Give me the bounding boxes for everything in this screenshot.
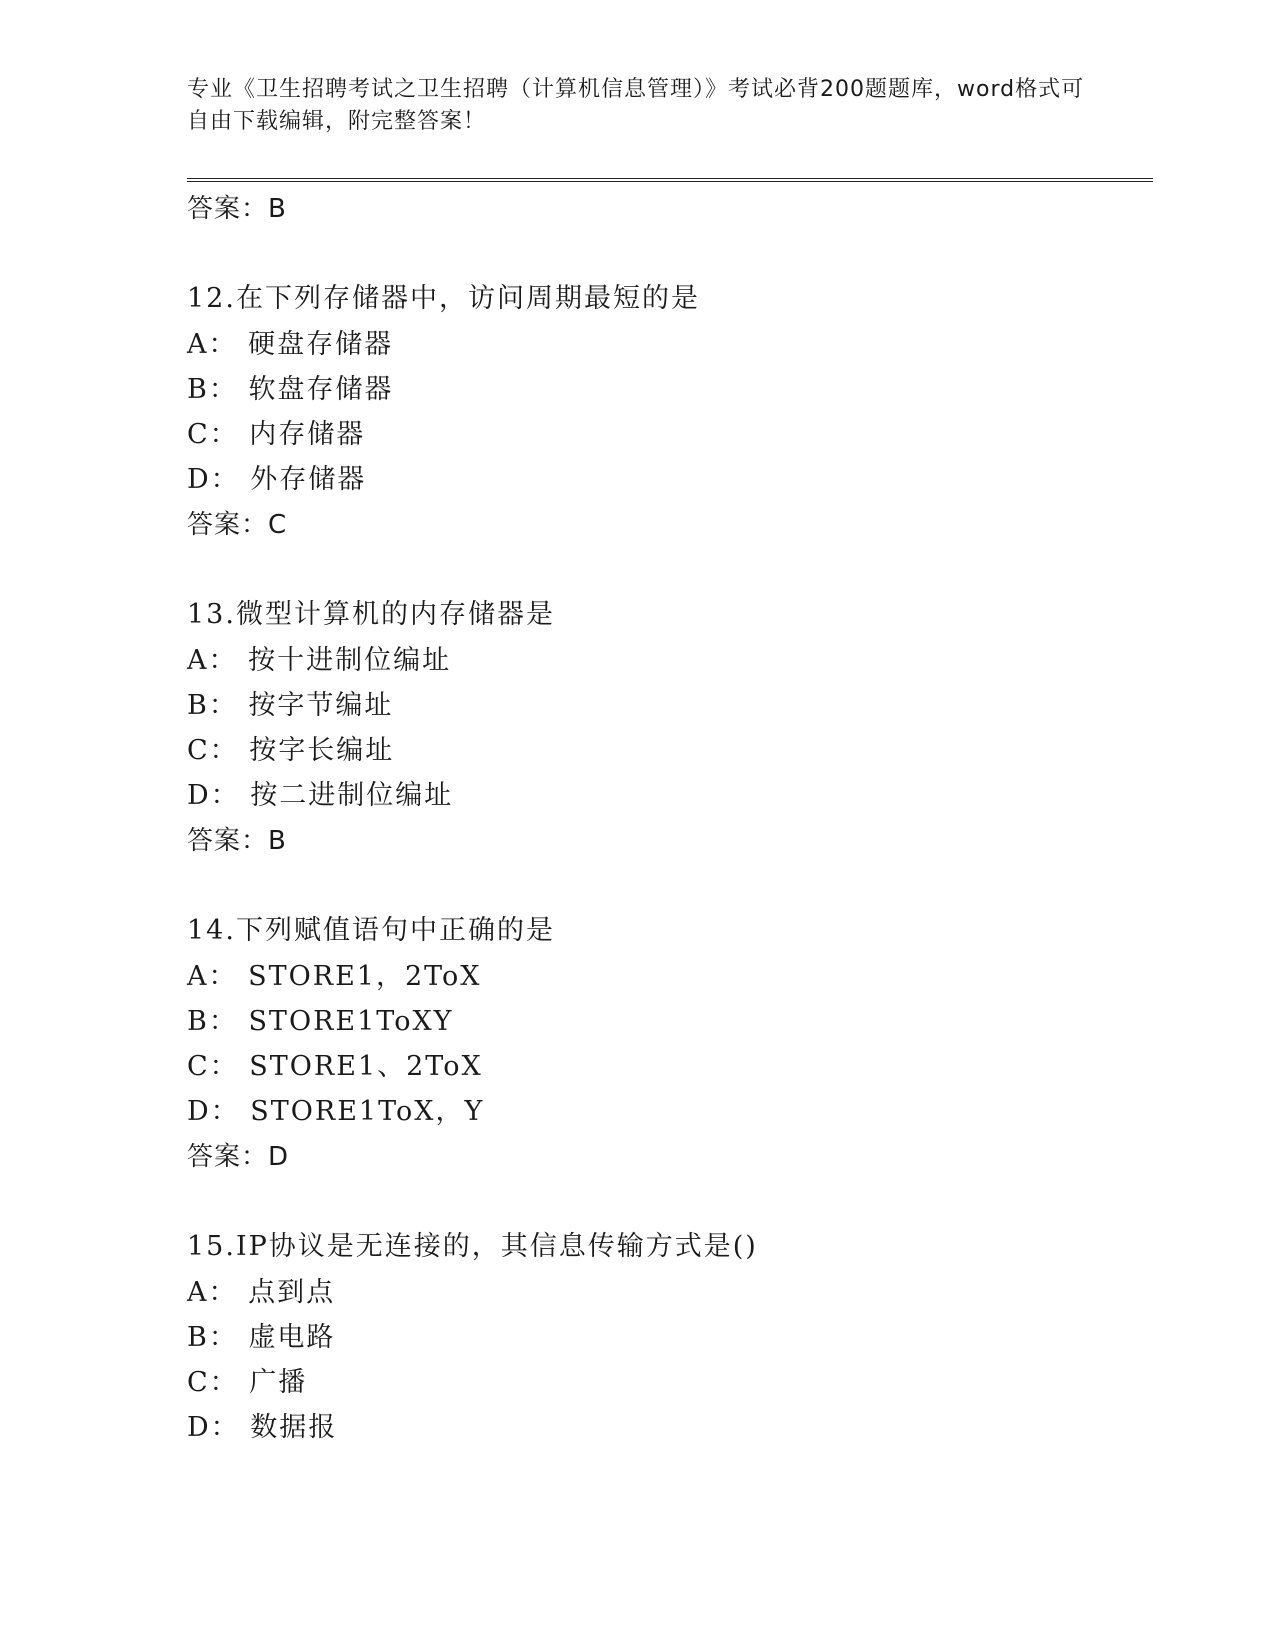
option-text: 内存储器 (249, 419, 366, 450)
option-text: 硬盘存储器 (248, 329, 394, 360)
option-text: 按二进制位编址 (250, 780, 454, 811)
option-a (187, 1277, 1153, 1309)
document-header: 专业《卫生招聘考试之卫生招聘（计算机信息管理）》考试必背200题题库，word格式可自由下载编辑，附完整答案！ (187, 77, 1085, 134)
option-text: 按十进制位编址 (248, 645, 452, 676)
option-label: C： (187, 419, 239, 450)
option-a (187, 645, 1153, 677)
option-text: 软盘存储器 (248, 374, 394, 405)
option-label: B： (187, 1006, 238, 1037)
header-double-rule (187, 178, 1153, 182)
question-stem: 15.IP协议是无连接的，其信息传输方式是() (187, 1231, 758, 1262)
option-text: STORE1ToX，Y (250, 1096, 485, 1127)
question-12 (187, 283, 1153, 541)
answer-line: 答案：D (187, 1142, 290, 1172)
option-text: 按字长编址 (249, 735, 395, 766)
question-stem: 14.下列赋值语句中正确的是 (187, 915, 555, 946)
option-text: STORE1、2ToX (249, 1051, 483, 1082)
option-a (187, 329, 1153, 361)
option-label: C： (187, 1367, 239, 1398)
option-label: D： (187, 464, 240, 495)
option-text: 广播 (249, 1367, 308, 1398)
option-label: D： (187, 780, 240, 811)
answer-line: 答案：B (187, 826, 287, 856)
option-label: D： (187, 1096, 240, 1127)
option-d (187, 1412, 1153, 1444)
option-label: C： (187, 735, 239, 766)
option-text: 虚电路 (248, 1322, 336, 1353)
option-b (187, 1006, 1153, 1038)
document-page (187, 74, 1153, 1457)
option-text: STORE1，2ToX (248, 961, 482, 992)
option-text: 数据报 (250, 1412, 338, 1443)
option-a (187, 961, 1153, 993)
option-d (187, 1096, 1153, 1128)
option-text: 按字节编址 (248, 690, 394, 721)
option-label: B： (187, 374, 238, 405)
option-text: STORE1ToXY (248, 1006, 454, 1037)
option-c (187, 1051, 1153, 1083)
option-label: A： (187, 961, 238, 992)
option-b (187, 1322, 1153, 1354)
option-d (187, 780, 1153, 812)
option-c (187, 735, 1153, 767)
option-text: 外存储器 (250, 464, 367, 495)
answer-line: 答案：C (187, 510, 288, 540)
option-b (187, 374, 1153, 406)
question-14 (187, 915, 1153, 1173)
option-label: C： (187, 1051, 239, 1082)
question-15 (187, 1231, 1153, 1444)
option-label: A： (187, 1277, 238, 1308)
option-label: B： (187, 1322, 238, 1353)
question-stem: 12.在下列存储器中，访问周期最短的是 (187, 283, 700, 314)
option-label: D： (187, 1412, 240, 1443)
option-c (187, 1367, 1153, 1399)
option-label: A： (187, 329, 238, 360)
option-c (187, 419, 1153, 451)
option-d (187, 464, 1153, 496)
option-label: A： (187, 645, 238, 676)
option-text: 点到点 (248, 1277, 336, 1308)
question-stem: 13.微型计算机的内存储器是 (187, 599, 555, 630)
option-b (187, 690, 1153, 722)
option-label: B： (187, 690, 238, 721)
question-13 (187, 599, 1153, 857)
answer-line: 答案：B (187, 194, 287, 224)
